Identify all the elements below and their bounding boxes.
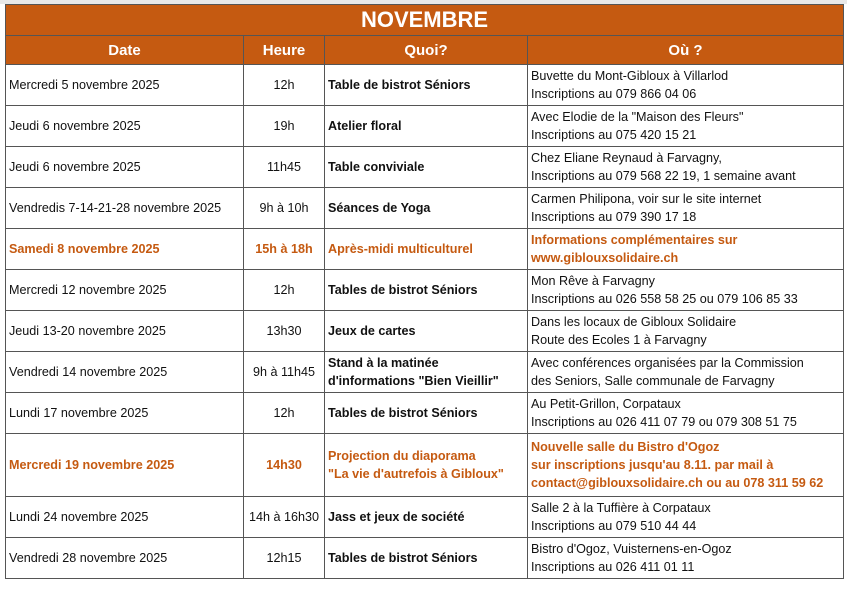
cell-date[interactable]: Vendredi 28 novembre 2025 <box>6 538 244 579</box>
cell-heure[interactable]: 9h à 11h45 <box>244 352 325 393</box>
cell-ou-line: Inscriptions au 026 411 07 79 ou 079 308 51 75 <box>531 415 797 429</box>
cell-quoi[interactable] <box>325 229 528 270</box>
cell-ou-line: Avec Elodie de la "Maison des Fleurs" <box>531 110 744 124</box>
cell-ou-line: Inscriptions au 026 558 58 25 ou 079 106 85 33 <box>531 292 798 306</box>
cell-heure[interactable]: 14h30 <box>244 434 325 497</box>
cell-ou-line: des Seniors, Salle communale de Farvagny <box>531 374 775 388</box>
cell-ou-line: Dans les locaux de Gibloux Solidaire <box>531 315 737 329</box>
table-row <box>6 352 844 393</box>
cell-quoi-line: Jass et jeux de société <box>328 510 465 524</box>
cell-quoi-line: Tables de bistrot Séniors <box>328 283 478 297</box>
table-row <box>6 147 844 188</box>
table-row <box>6 311 844 352</box>
cell-ou[interactable] <box>528 188 844 229</box>
table-row <box>6 270 844 311</box>
cell-ou-line: Inscriptions au 075 420 15 21 <box>531 128 697 142</box>
cell-quoi-line: "La vie d'autrefois à Gibloux" <box>328 467 504 481</box>
cell-date[interactable]: Lundi 17 novembre 2025 <box>6 393 244 434</box>
cell-quoi[interactable] <box>325 393 528 434</box>
cell-ou[interactable] <box>528 434 844 497</box>
cell-quoi[interactable] <box>325 147 528 188</box>
cell-date[interactable]: Jeudi 6 novembre 2025 <box>6 147 244 188</box>
cell-ou-line: Salle 2 à la Tuffière à Corpataux <box>531 501 711 515</box>
cell-heure[interactable]: 13h30 <box>244 311 325 352</box>
events-table <box>5 4 844 579</box>
table-row <box>6 497 844 538</box>
cell-quoi[interactable] <box>325 497 528 538</box>
cell-quoi-line: Stand à la matinée <box>328 356 439 370</box>
cell-quoi[interactable] <box>325 434 528 497</box>
cell-ou-line: Inscriptions au 079 390 17 18 <box>531 210 697 224</box>
header-ou: Où ? <box>528 36 844 65</box>
cell-quoi-line: Tables de bistrot Séniors <box>328 551 478 565</box>
cell-ou[interactable] <box>528 229 844 270</box>
cell-date[interactable]: Samedi 8 novembre 2025 <box>6 229 244 270</box>
cell-ou-line: Inscriptions au 079 510 44 44 <box>531 519 697 533</box>
header-quoi: Quoi? <box>325 36 528 65</box>
cell-quoi-line: Tables de bistrot Séniors <box>328 406 478 420</box>
cell-ou-line: Au Petit-Grillon, Corpataux <box>531 397 681 411</box>
cell-date[interactable]: Vendredi 14 novembre 2025 <box>6 352 244 393</box>
cell-ou-line: sur inscriptions jusqu'au 8.11. par mail à <box>531 458 774 472</box>
cell-heure[interactable]: 12h15 <box>244 538 325 579</box>
cell-ou-line: Inscriptions au 079 866 04 06 <box>531 87 697 101</box>
cell-heure[interactable]: 12h <box>244 270 325 311</box>
table-row <box>6 393 844 434</box>
cell-quoi[interactable] <box>325 188 528 229</box>
cell-ou-line: Mon Rêve à Farvagny <box>531 274 655 288</box>
cell-ou[interactable] <box>528 270 844 311</box>
table-body <box>6 65 844 579</box>
cell-ou-line: contact@giblouxsolidaire.ch ou au 078 311 59 62 <box>531 476 824 490</box>
cell-quoi-line: Après-midi multiculturel <box>328 242 473 256</box>
cell-ou-line: Inscriptions au 026 411 01 11 <box>531 560 695 574</box>
cell-heure[interactable]: 9h à 10h <box>244 188 325 229</box>
cell-quoi[interactable] <box>325 311 528 352</box>
cell-ou-line: Chez Eliane Reynaud à Farvagny, <box>531 151 722 165</box>
cell-quoi[interactable] <box>325 106 528 147</box>
cell-date[interactable]: Mercredi 12 novembre 2025 <box>6 270 244 311</box>
cell-ou[interactable] <box>528 538 844 579</box>
cell-quoi-line: Table conviviale <box>328 160 425 174</box>
cell-heure[interactable]: 19h <box>244 106 325 147</box>
cell-date[interactable]: Jeudi 13-20 novembre 2025 <box>6 311 244 352</box>
table-row <box>6 65 844 106</box>
cell-ou-line: Carmen Philipona, voir sur le site internet <box>531 192 762 206</box>
cell-ou[interactable] <box>528 106 844 147</box>
cell-date[interactable]: Vendredis 7-14-21-28 novembre 2025 <box>6 188 244 229</box>
table-row <box>6 434 844 497</box>
cell-ou[interactable] <box>528 352 844 393</box>
cell-date[interactable]: Mercredi 5 novembre 2025 <box>6 65 244 106</box>
cell-quoi-line: d'informations "Bien Vieillir" <box>328 374 499 388</box>
cell-date[interactable]: Lundi 24 novembre 2025 <box>6 497 244 538</box>
cell-quoi[interactable] <box>325 352 528 393</box>
header-date: Date <box>6 36 244 65</box>
cell-quoi-line: Projection du diaporama <box>328 449 476 463</box>
cell-quoi-line: Atelier floral <box>328 119 402 133</box>
cell-ou[interactable] <box>528 147 844 188</box>
table-row <box>6 229 844 270</box>
cell-ou-line: Bistro d'Ogoz, Vuisternens-en-Ogoz <box>531 542 732 556</box>
cell-heure[interactable]: 15h à 18h <box>244 229 325 270</box>
cell-ou-line: Buvette du Mont-Gibloux à Villarlod <box>531 69 729 83</box>
cell-ou[interactable] <box>528 393 844 434</box>
cell-date[interactable]: Jeudi 6 novembre 2025 <box>6 106 244 147</box>
cell-ou-line: Avec conférences organisées par la Commission <box>531 356 804 370</box>
cell-ou-line: Nouvelle salle du Bistro d'Ogoz <box>531 440 720 454</box>
cell-ou-line: Informations complémentaires sur <box>531 233 738 247</box>
cell-quoi[interactable] <box>325 538 528 579</box>
cell-ou-line: Route des Ecoles 1 à Farvagny <box>531 333 707 347</box>
table-row <box>6 538 844 579</box>
cell-quoi-line: Jeux de cartes <box>328 324 416 338</box>
cell-quoi[interactable] <box>325 270 528 311</box>
table-row <box>6 106 844 147</box>
header-heure: Heure <box>244 36 325 65</box>
cell-date[interactable]: Mercredi 19 novembre 2025 <box>6 434 244 497</box>
cell-ou[interactable] <box>528 497 844 538</box>
cell-ou[interactable] <box>528 65 844 106</box>
table-row <box>6 188 844 229</box>
cell-ou-line: Inscriptions au 079 568 22 19, 1 semaine avant <box>531 169 796 183</box>
cell-heure[interactable]: 11h45 <box>244 147 325 188</box>
cell-ou-line: www.giblouxsolidaire.ch <box>531 251 679 265</box>
month-title: NOVEMBRE <box>6 5 844 36</box>
cell-ou[interactable] <box>528 311 844 352</box>
cell-quoi-line: Table de bistrot Séniors <box>328 78 471 92</box>
cell-quoi[interactable] <box>325 65 528 106</box>
cell-heure[interactable]: 12h <box>244 65 325 106</box>
cell-heure[interactable]: 14h à 16h30 <box>244 497 325 538</box>
cell-quoi-line: Séances de Yoga <box>328 201 431 215</box>
cell-heure[interactable]: 12h <box>244 393 325 434</box>
